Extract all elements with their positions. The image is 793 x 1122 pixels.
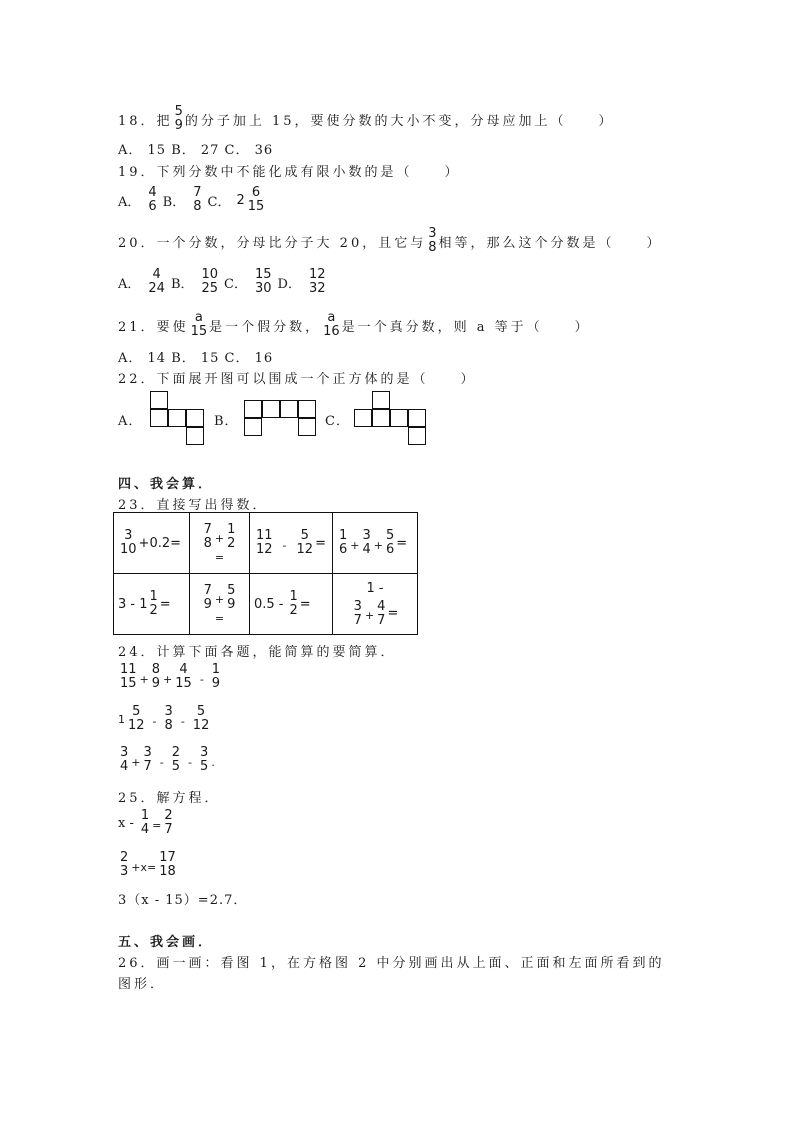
net-b-label: B． — [214, 414, 239, 429]
question-26: 26． 画一画：看图 1，在方格图 2 中分别画出从上面、正面和左面所看到的 — [118, 952, 665, 971]
calc-cell: 1 6 + 3 4 + 5 6 = — [333, 513, 418, 574]
fraction: 5 9 — [174, 104, 183, 133]
expression-24-3: 3 4 + 3 7 - 2 5 - 3 5 . — [120, 745, 215, 774]
fraction: a 16 — [323, 310, 340, 339]
question-number: 18． — [118, 113, 157, 129]
question-25: 25． 解方程． — [118, 787, 221, 806]
option-b-fraction: 7 8 — [193, 185, 202, 214]
question-18: 18． 把 5 9 的分子加上 15，要使分数的大小不变，分母应加上（ ） — [118, 104, 615, 133]
question-20-options: A． 4 24 B． 10 25 C． 15 30 D． 12 32 — [118, 267, 326, 296]
net-a-label: A． — [118, 414, 143, 429]
equation-25-3: 3（x - 15）=2.7． — [118, 893, 248, 908]
question-number: 21． — [118, 319, 157, 335]
question-18-options: A． 15 B． 27 C． 36 — [118, 143, 274, 158]
option-a-fraction: 4 6 — [148, 185, 157, 214]
question-number: 24． — [118, 645, 157, 660]
fraction: a 15 — [190, 310, 208, 339]
question-number: 25． — [118, 791, 157, 806]
quick-calc-table — [113, 512, 418, 635]
calc-cell: 7 8 + 1 2 = — [190, 513, 250, 574]
equation-25-2: 2 3 +x= 17 18 — [120, 850, 176, 879]
section-4-heading: 四、我会算． — [118, 477, 215, 492]
section-5-heading: 五、我会画． — [118, 935, 215, 950]
question-number: 23． — [118, 498, 157, 513]
net-c-label: C． — [325, 414, 350, 429]
question-20: 20． 一个分数，分母比分子大 20，且它与 3 8 相等，那么这个分数是（ ） — [118, 226, 663, 255]
question-26-continued: 图形． — [118, 977, 167, 992]
question-19: 19． 下列分数中不能化成有限小数的是（ ） — [118, 161, 461, 180]
calc-cell: 7 9 + 5 9 = — [190, 574, 250, 635]
expression-24-2: 1 5 12 - 3 8 - 5 12 — [118, 704, 210, 733]
equation-25-1: x - 1 4 = 2 7 — [118, 808, 173, 837]
expression-24-1: 11 15 + 8 9 + 4 15 - 1 9 — [120, 662, 221, 691]
question-22: 22． 下面展开图可以围成一个正方体的是（ ） — [118, 368, 477, 387]
calc-cell: 3 10 +0.2= — [114, 513, 190, 574]
question-number: 22． — [118, 372, 157, 387]
question-21: 21． 要使 a 15 是一个假分数， a 16 是一个真分数，则 a 等于（ ） — [118, 310, 591, 339]
option-a-fraction: 4 24 — [148, 267, 165, 296]
calc-cell: 3 - 1 1 2 = — [114, 574, 190, 635]
option-c-fraction: 15 30 — [255, 267, 272, 296]
question-23: 23． 直接写出得数． — [118, 494, 269, 513]
option-c-fraction: 6 15 — [247, 185, 265, 214]
question-number: 20． — [118, 235, 157, 251]
option-d-fraction: 12 32 — [308, 267, 326, 296]
calc-cell: 11 12 - 5 12 = — [250, 513, 333, 574]
question-19-options: A． 4 6 B． 7 8 C． 2 6 15 — [118, 185, 265, 214]
question-number: 26． — [118, 956, 157, 971]
question-24: 24． 计算下面各题，能简算的要简算． — [118, 641, 397, 660]
question-21-options: A． 14 B． 15 C． 16 — [118, 351, 274, 366]
question-number: 19． — [118, 165, 157, 180]
fraction: 3 8 — [428, 226, 437, 255]
calc-cell: 0.5 - 1 2 = — [250, 574, 333, 635]
calc-cell: 1 - 3 7 + 4 7 = — [333, 574, 418, 635]
option-b-fraction: 10 25 — [201, 267, 219, 296]
